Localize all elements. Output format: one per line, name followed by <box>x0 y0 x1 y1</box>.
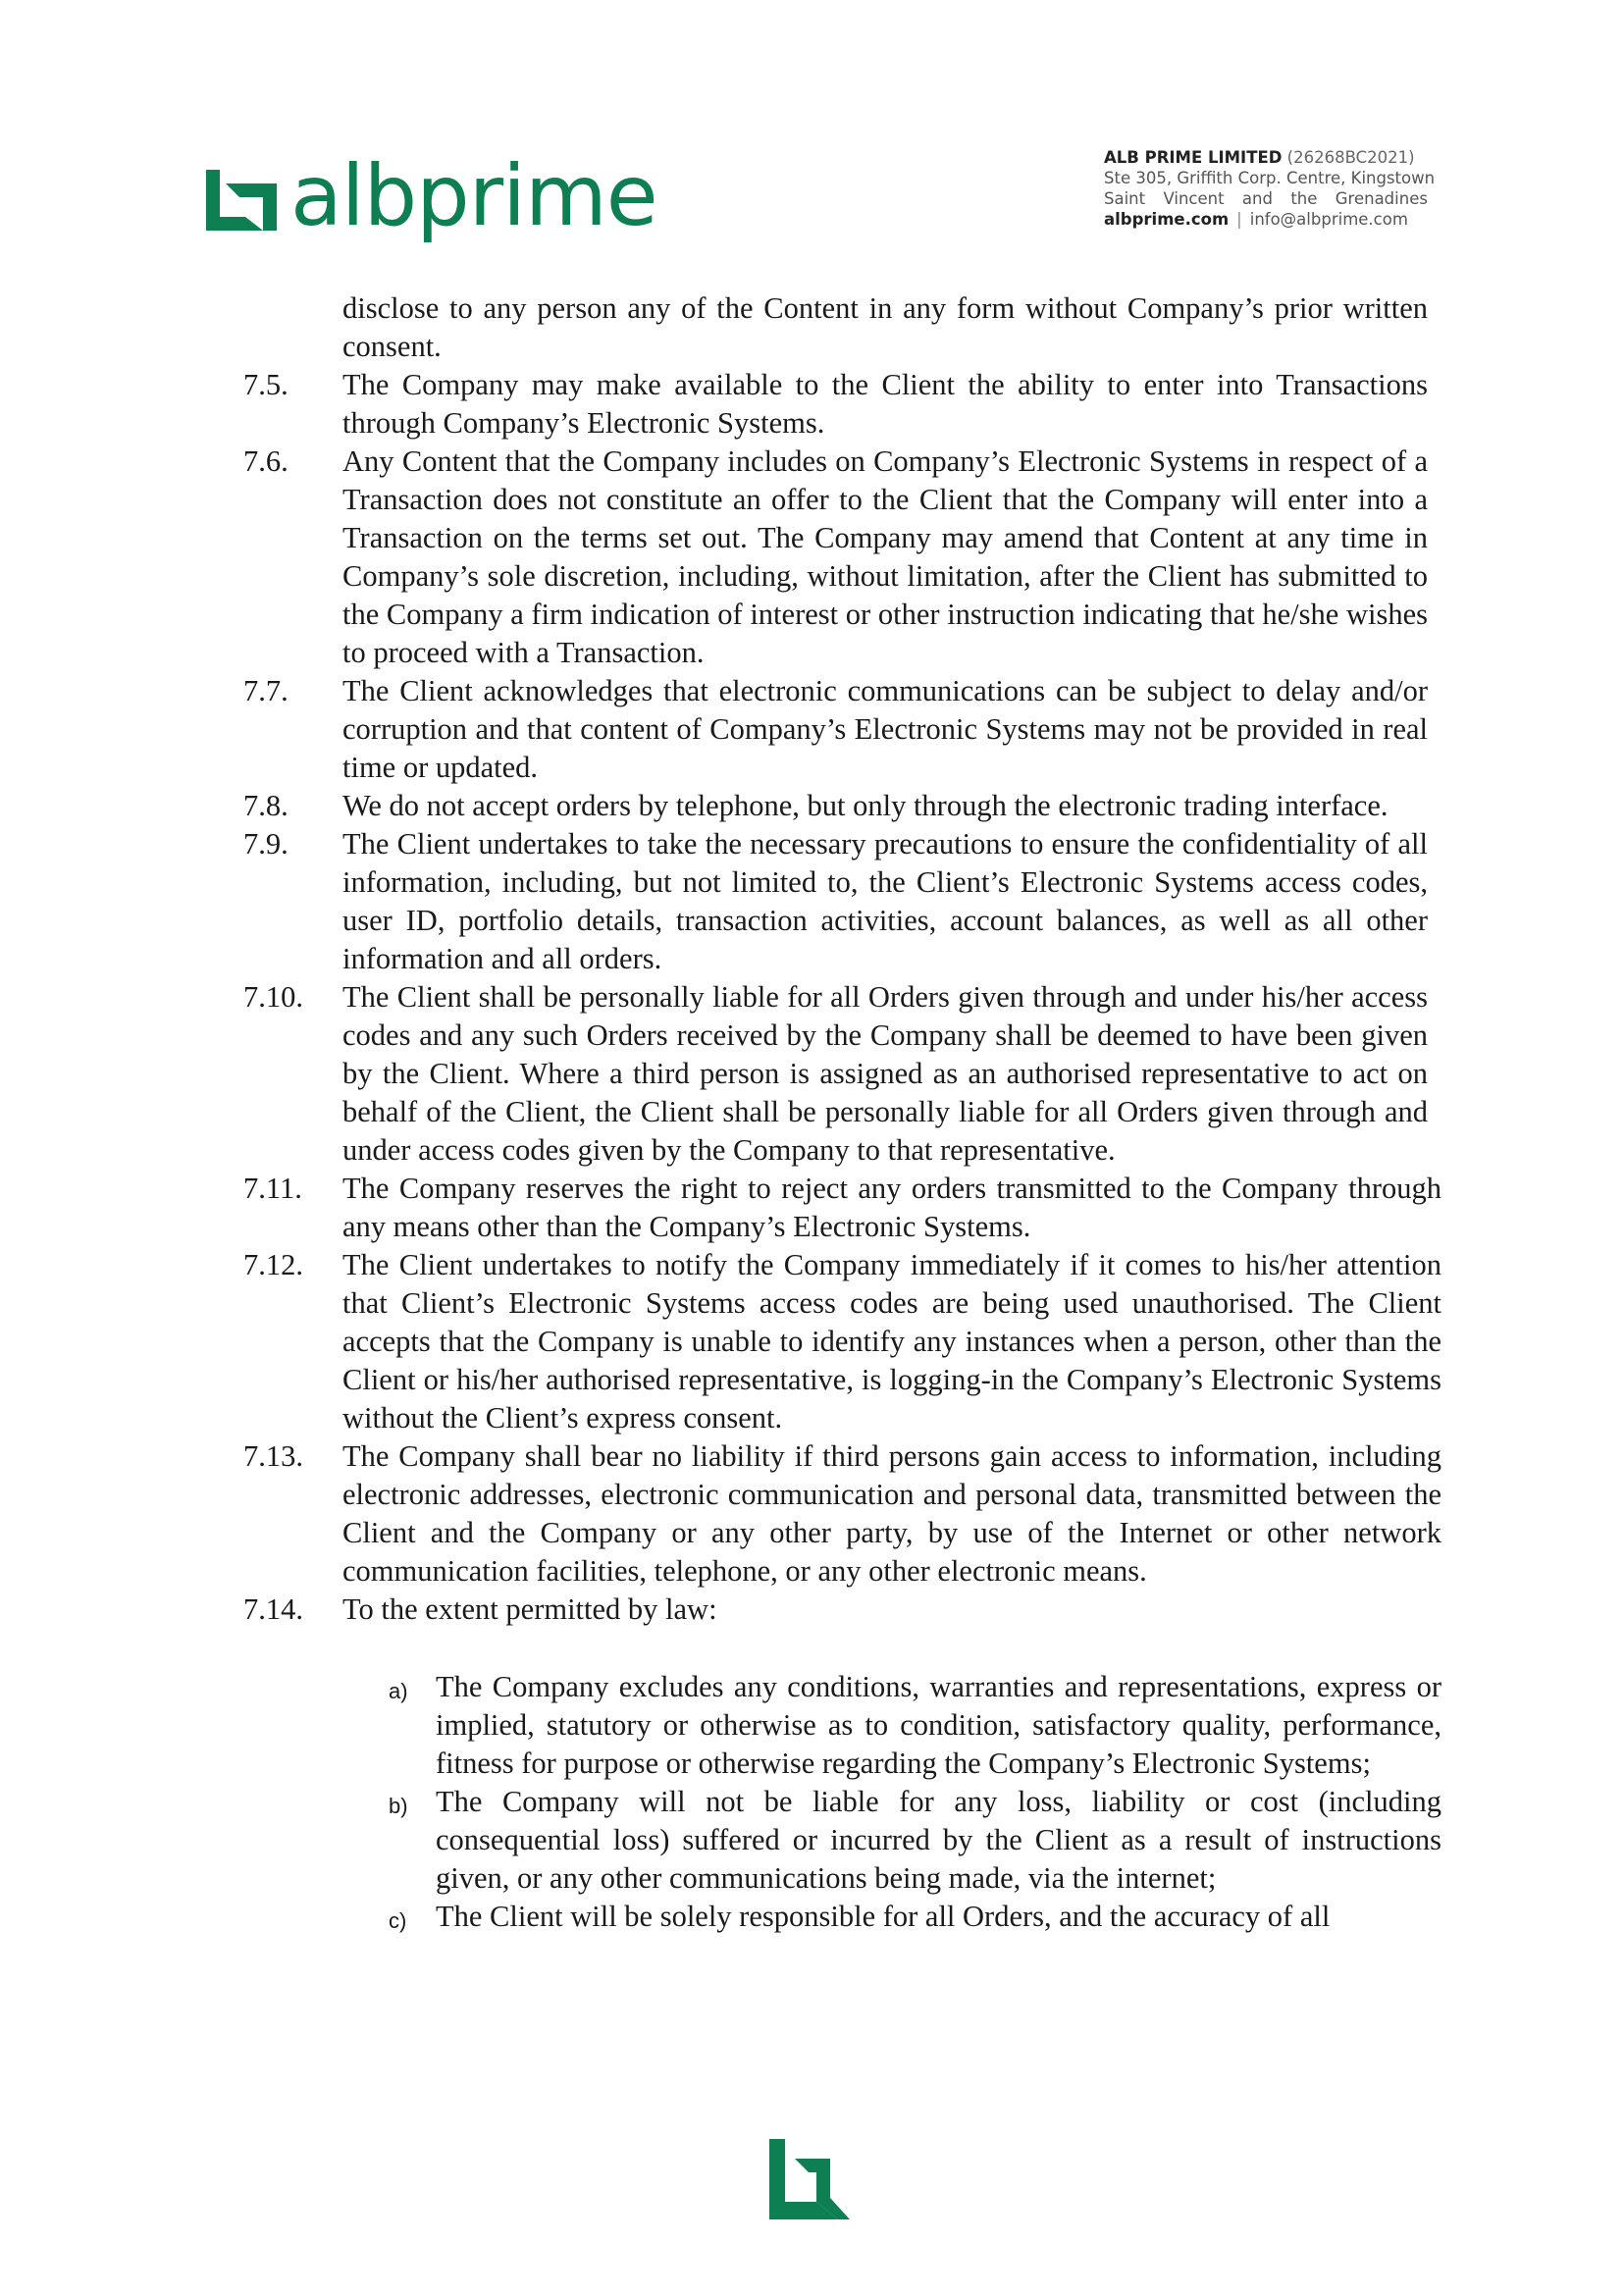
subclause-text: The Company excludes any conditions, warranties and representations, express or implied, statutory or otherwise as to condition, satisfactory quality, performance, fitness for purpose or otherwise regarding the Company’s Electronic Systems; <box>436 1670 1441 1780</box>
subclause-text: The Company will not be liable for any loss, liability or cost (including consequential loss) suffered or incurred by the Client as a result of instructions given, or any other communications being made, via the internet; <box>436 1785 1441 1895</box>
clause-number: 7.5. <box>243 368 288 401</box>
company-name: ALB PRIME LIMITED <box>1104 148 1283 167</box>
clause-7-13 <box>0 1437 1624 1591</box>
contact-separator: | <box>1236 210 1242 229</box>
clause-number: 7.13. <box>243 1439 303 1473</box>
subclause-label: b) <box>389 1794 408 1818</box>
clause-number: 7.8. <box>243 789 288 822</box>
clause-number: 7.11. <box>243 1172 302 1205</box>
address-word: Vincent <box>1163 189 1225 208</box>
company-address-line1: Ste 305, Griffith Corp. Centre, Kingstown <box>1104 169 1436 187</box>
albprime-mark-icon <box>206 170 277 231</box>
company-address-line2 <box>1104 188 1428 209</box>
page-header <box>0 0 1624 265</box>
clause-text: The Company shall bear no liability if third persons gain access to information, including electronic addresses, electronic communication and personal data, transmitted between the Client and the Company or any other party, by use of the Internet or other network communication facilities, telephone, or any other electronic means. <box>342 1439 1441 1588</box>
subclause-a <box>0 1668 1624 1783</box>
subclause-b <box>0 1783 1624 1898</box>
clause-7-7 <box>0 672 1624 787</box>
clause-text: The Company may make available to the Client the ability to enter into Transactions through Company’s Electronic Systems. <box>342 368 1428 440</box>
company-logo <box>206 147 657 245</box>
logo-wordmark: albprime <box>290 147 657 245</box>
subclause-label: c) <box>389 1908 407 1933</box>
clause-number: 7.14. <box>243 1592 303 1626</box>
company-contact-line <box>1104 209 1428 230</box>
clause-7-9 <box>0 825 1624 978</box>
clause-text: The Company reserves the right to reject any orders transmitted to the Company through any means other than the Company’s Electronic Systems. <box>342 1172 1441 1243</box>
document-body <box>0 289 1624 1936</box>
subclause-text: The Client will be solely responsible for all Orders, and the accuracy of all <box>436 1900 1331 1933</box>
subclause-label: a) <box>389 1679 408 1703</box>
company-info <box>1104 147 1436 230</box>
clause-text: The Client shall be personally liable for all Orders given through and under his/her access codes and any such Orders received by the Company shall be deemed to have been given by the Client. Where a third person is assigned as an authorised representative to act on behalf of the Client, the Client shall be personally liable for all Orders given through and under access codes given by the Company to that representative. <box>342 980 1428 1167</box>
clause-number: 7.7. <box>243 674 288 707</box>
company-website-link[interactable]: albprime.com <box>1104 210 1230 229</box>
clause-text: The Client undertakes to notify the Company immediately if it comes to his/her attention that Client’s Electronic Systems access codes are being used unauthorised. The Client accepts that the Company is unable to identify any instances when a person, other than the Client or his/her authorised representative, is logging-in the Company’s Electronic Systems without the Client’s express consent. <box>342 1248 1441 1434</box>
clause-text: The Client acknowledges that electronic communications can be subject to delay and/or corruption and that content of Company’s Electronic Systems may not be provided in real time or updated. <box>342 674 1428 784</box>
address-word: Grenadines <box>1335 189 1428 208</box>
paragraph-text: disclose to any person any of the Content in any form without Company’s prior written consent. <box>342 291 1428 363</box>
address-word: the <box>1290 189 1318 208</box>
list-spacer <box>0 1629 1624 1668</box>
clause-7-6 <box>0 443 1624 672</box>
company-name-line <box>1104 147 1428 168</box>
clause-7-5 <box>0 366 1624 443</box>
clause-text: Any Content that the Company includes on Company’s Electronic Systems in respect of a Transaction does not constitute an offer to the Client that the Company will enter into a Transaction on the terms set out. The Company may amend that Content at any time in Company’s sole discretion, including, without limitation, after the Client has submitted to the Company a firm indication of interest or other instruction indicating that he/she wishes to proceed with a Transaction. <box>342 444 1428 669</box>
company-email-link[interactable]: info@albprime.com <box>1249 210 1408 229</box>
clause-text: To the extent permitted by law: <box>342 1592 717 1626</box>
clause-text: We do not accept orders by telephone, but only through the electronic trading interface. <box>342 789 1388 822</box>
address-word: Saint <box>1104 189 1146 208</box>
clause-7-10 <box>0 978 1624 1170</box>
subclause-c <box>0 1898 1624 1936</box>
clause-number: 7.6. <box>243 444 288 478</box>
footer-logo-mark-icon <box>769 2139 850 2219</box>
clause-number: 7.9. <box>243 827 288 861</box>
clause-7-11 <box>0 1170 1624 1246</box>
clause-7-12 <box>0 1246 1624 1437</box>
continuation-paragraph <box>0 289 1624 366</box>
clause-7-14 <box>0 1591 1624 1629</box>
clause-number: 7.10. <box>243 980 303 1014</box>
company-registration: (26268BC2021) <box>1286 148 1415 167</box>
clause-number: 7.12. <box>243 1248 303 1281</box>
clause-text: The Client undertakes to take the necessary precautions to ensure the confidentiality of all information, including, but not limited to, the Client’s Electronic Systems access codes, user ID, portfolio details, transaction activities, account balances, as well as all other information and all orders. <box>342 827 1428 975</box>
address-word: and <box>1241 189 1273 208</box>
clause-7-8 <box>0 787 1624 825</box>
